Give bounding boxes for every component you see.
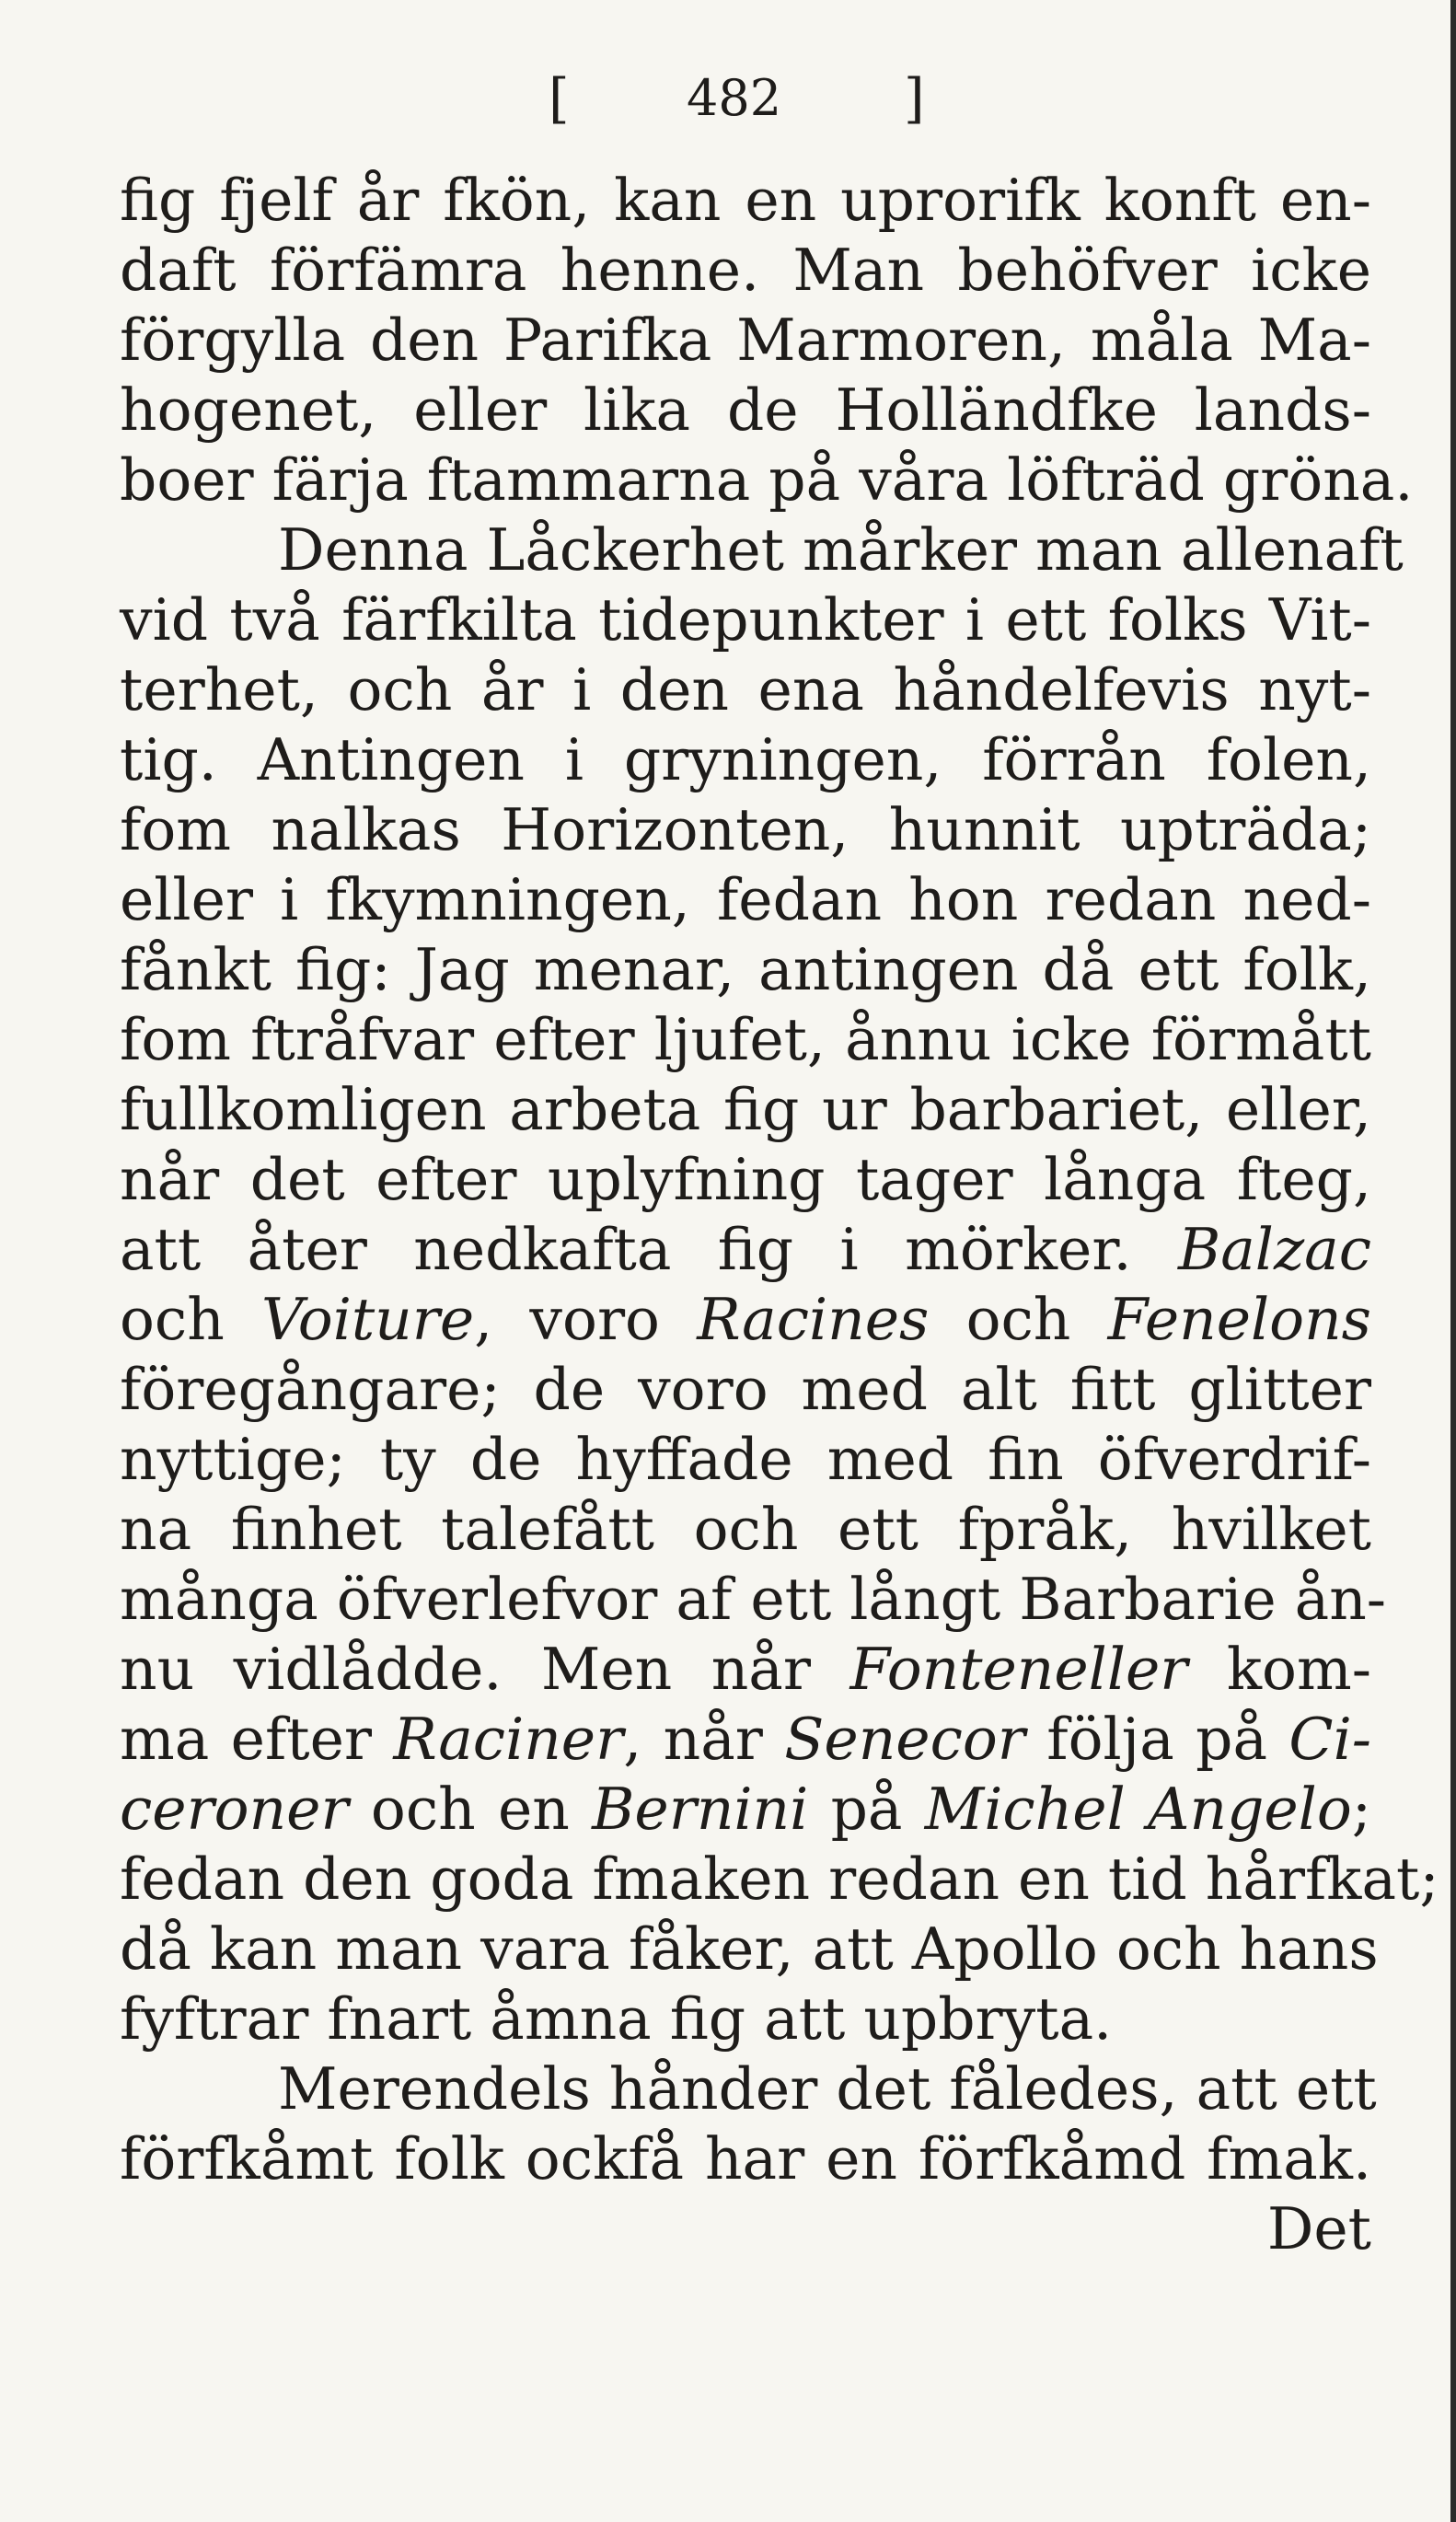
text-line-5: boer färja ftammarna på våra löfträd gröna. — [120, 446, 1414, 514]
text-run: når — [663, 1706, 763, 1773]
text-line-18: föregångare; de voro med alt fitt glitter — [120, 1356, 1371, 1423]
text-line-19: nyttige; ty de hyffade med fin öfverdrif- — [120, 1426, 1371, 1493]
text-line-17 — [120, 1285, 1371, 1355]
text-line-23 — [120, 1705, 1371, 1775]
text-line-6: Denna Låckerhet mårker man allenaft — [278, 516, 1404, 584]
text-line-16 — [120, 1215, 1371, 1285]
text-run: ma efter — [120, 1706, 372, 1773]
text-line-10: fom nalkas Horizonten, hunnit upträda; — [120, 796, 1371, 863]
text-line-24 — [120, 1775, 1371, 1845]
text-line-27: fyftrar fnart åmna fig att upbryta. — [120, 1985, 1113, 2053]
italic-name-michel-angelo: Michel Angelo — [924, 1776, 1352, 1843]
text-run: voro — [529, 1286, 660, 1353]
text-line-15: når det efter uplyfning tager långa fteg, — [120, 1146, 1371, 1213]
text-run: följa på — [1046, 1706, 1268, 1773]
text-line-25: fedan den goda fmaken redan en tid hårfkat; — [120, 1845, 1439, 1913]
text-line-21: många öfverlefvor af ett långt Barbarie ån- — [120, 1566, 1387, 1633]
text-run: att åter nedkafta fig i mörker. — [120, 1216, 1132, 1283]
page-number: 482 — [687, 69, 782, 127]
italic-name-bernini: Bernini — [592, 1776, 809, 1843]
text-line-3: förgylla den Parifka Marmoren, måla Ma- — [120, 307, 1371, 374]
text-line-1: fig fjelf år fkön, kan en uprorifk konft en- — [120, 167, 1371, 234]
text-line-11: eller i fkymningen, fedan hon redan ned- — [120, 866, 1371, 933]
text-line-20: na finhet talefått och ett fpråk, hvilket — [120, 1496, 1371, 1563]
italic-name-balzac: Balzac — [1177, 1216, 1371, 1283]
catchword: Det — [1266, 2195, 1371, 2262]
text-comma: , — [623, 1706, 642, 1773]
header-bracket-left: [ — [549, 67, 570, 130]
text-run: på — [830, 1776, 903, 1843]
body-text — [120, 166, 1439, 2264]
italic-name-fonteneller: Fonteneller — [849, 1636, 1188, 1703]
text-line-9: tig. Antingen i gryningen, förrån folen, — [120, 726, 1371, 793]
text-line-13: fom ftråfvar efter ljufet, ånnu icke förmått — [120, 1006, 1371, 1073]
text-semicolon: ; — [1351, 1776, 1371, 1843]
text-line-26: då kan man vara fåker, att Apollo och hans — [120, 1915, 1379, 1983]
text-run: nu vidlådde. Men når — [120, 1636, 811, 1703]
italic-name-fenelons: Fenelons — [1107, 1286, 1372, 1353]
header-bracket-right: ] — [904, 67, 925, 130]
italic-name-raciner: Raciner — [393, 1706, 624, 1773]
italic-name-voiture: Voiture — [261, 1286, 475, 1353]
text-line-4: hogenet, eller lika de Holländfke lands- — [120, 376, 1371, 444]
text-comma: , — [474, 1286, 493, 1353]
text-line-8: terhet, och år i den ena håndelfevis nyt- — [120, 656, 1371, 723]
text-line-2: daft förfämra henne. Man behöfver icke — [120, 237, 1371, 304]
italic-name-senecor: Senecor — [784, 1706, 1025, 1773]
page-edge-shadow — [1450, 0, 1456, 2522]
text-run: och — [120, 1286, 225, 1353]
text-line-22 — [120, 1635, 1371, 1705]
italic-name-racines: Racines — [697, 1286, 930, 1353]
text-line-29: förfkåmt folk ockfå har en förfkåmd fmak. — [120, 2125, 1371, 2192]
italic-name-ceroner: ceroner — [120, 1776, 349, 1843]
text-run: kom- — [1226, 1636, 1371, 1703]
text-line-12: fånkt fig: Jag menar, antingen då ett folk, — [120, 936, 1371, 1003]
text-run: och — [965, 1286, 1071, 1353]
text-run: och en — [370, 1776, 570, 1843]
italic-name-ci: Ci- — [1288, 1706, 1372, 1773]
text-line-14: fullkomligen arbeta fig ur barbariet, eller, — [120, 1076, 1371, 1143]
page-header — [0, 57, 1456, 140]
text-line-7: vid två färfkilta tidepunkter i ett folks Vit- — [120, 586, 1371, 654]
text-line-28: Merendels hånder det fåledes, att ett — [278, 2055, 1377, 2123]
